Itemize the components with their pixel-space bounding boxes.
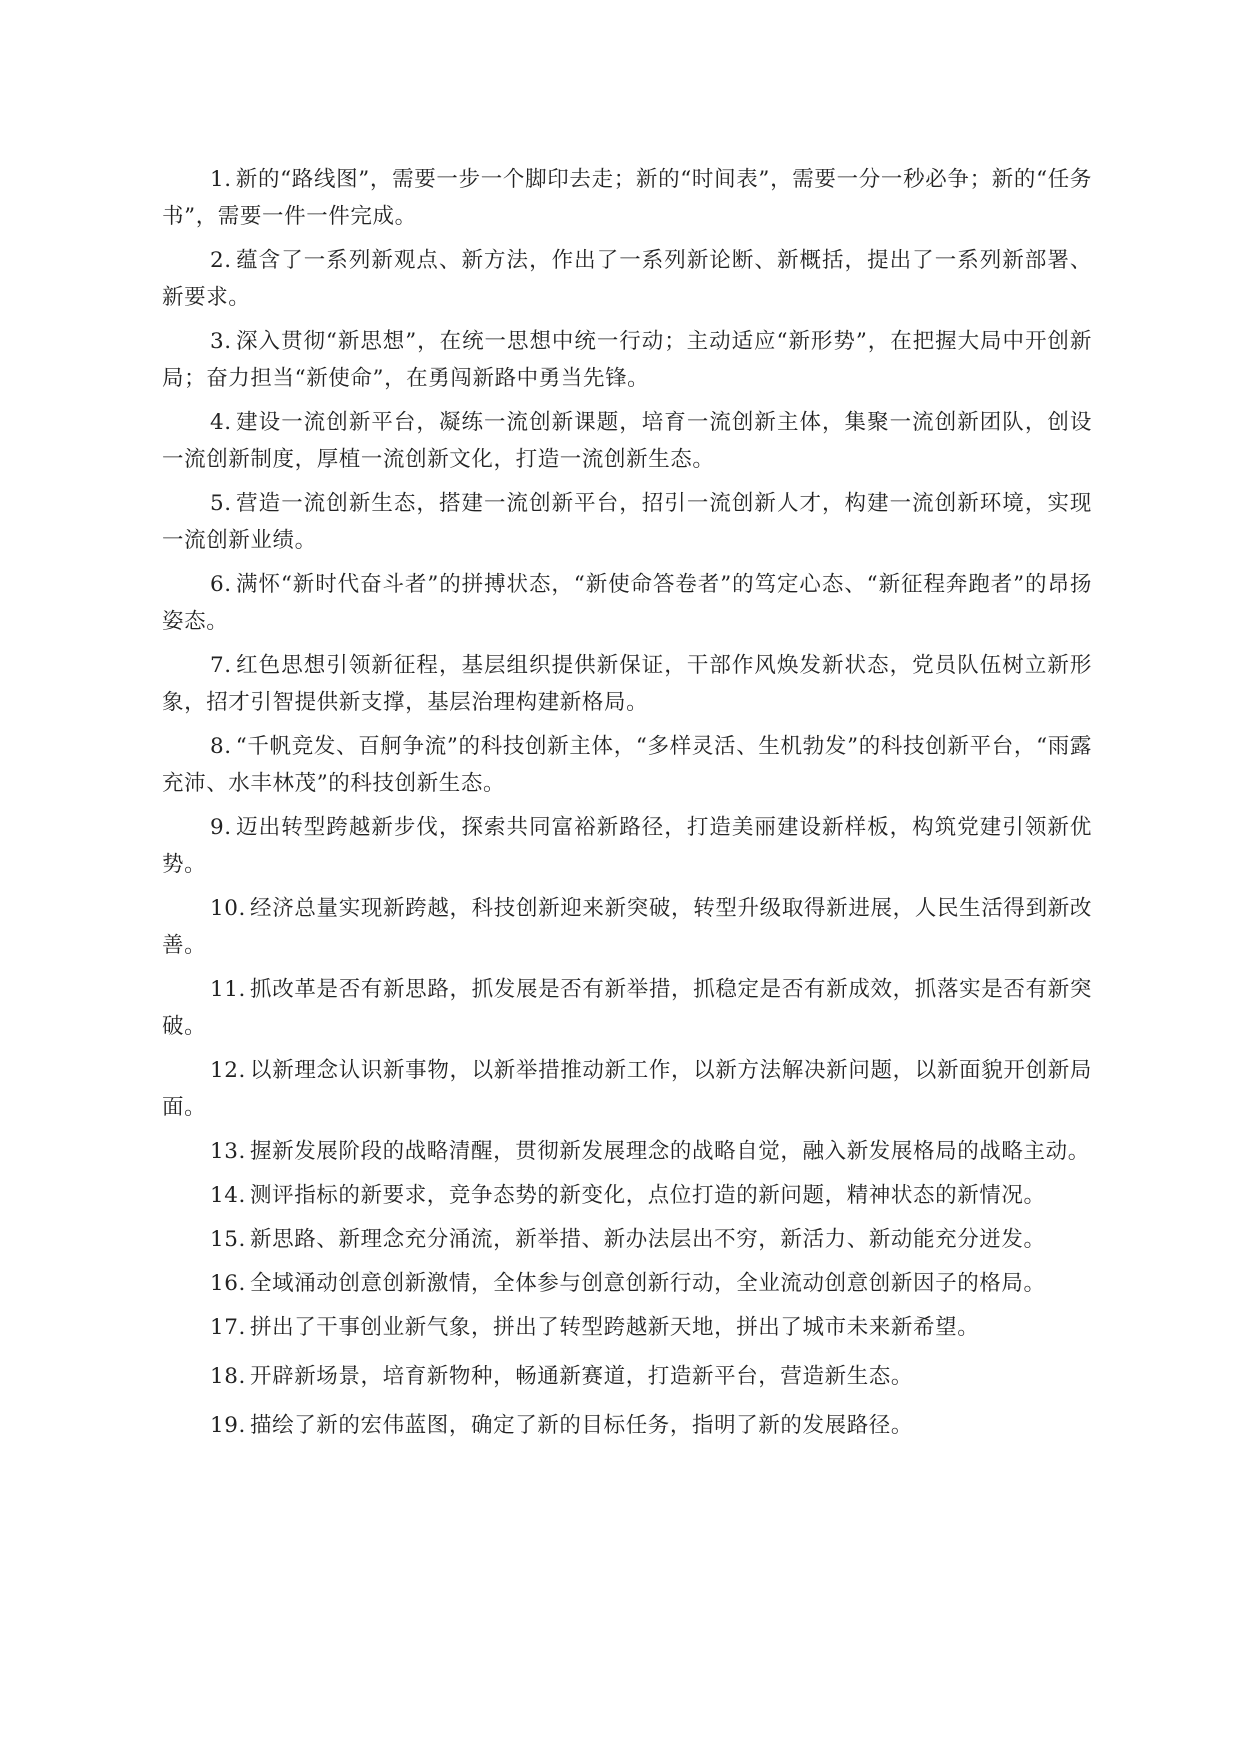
item-number: 11. [210, 977, 246, 1002]
list-item [162, 728, 1092, 802]
list-item [162, 566, 1092, 640]
list-item [162, 323, 1092, 397]
list-item [162, 809, 1092, 883]
item-text: 满怀“新时代奋斗者”的拼搏状态，“新使命答卷者”的笃定心态、“新征程奔跑者”的昂扬姿态。 [162, 572, 1092, 634]
list-item [162, 1133, 1092, 1170]
list-item [162, 242, 1092, 316]
item-number: 16. [210, 1271, 246, 1296]
item-text: 营造一流创新生态，搭建一流创新平台，招引一流创新人才，构建一流创新环境，实现一流创新业绩。 [162, 491, 1092, 553]
item-number: 1. [210, 167, 232, 192]
item-text: 红色思想引领新征程，基层组织提供新保证，干部作风焕发新状态，党员队伍树立新形象，招才引智提供新支撑，基层治理构建新格局。 [162, 653, 1092, 715]
list-item [162, 1407, 1092, 1444]
list-item [162, 161, 1092, 235]
item-number: 8. [210, 734, 232, 759]
item-number: 10. [210, 896, 246, 921]
item-text: 深入贯彻“新思想”，在统一思想中统一行动；主动适应“新形势”，在把握大局中开创新局；奋力担当“新使命”，在勇闯新路中勇当先锋。 [162, 329, 1092, 391]
numbered-list [162, 161, 1092, 1456]
item-number: 7. [210, 653, 232, 678]
item-number: 6. [210, 572, 232, 597]
list-item [162, 485, 1092, 559]
list-item [162, 1265, 1092, 1302]
item-number: 17. [210, 1315, 246, 1340]
item-text: 拼出了干事创业新气象，拼出了转型跨越新天地，拼出了城市未来新希望。 [250, 1315, 980, 1340]
list-item [162, 1358, 1092, 1395]
list-item [162, 647, 1092, 721]
item-number: 14. [210, 1183, 246, 1208]
item-text: 抓改革是否有新思路，抓发展是否有新举措，抓稳定是否有新成效，抓落实是否有新突破。 [162, 977, 1092, 1039]
item-text: 以新理念认识新事物，以新举措推动新工作，以新方法解决新问题，以新面貌开创新局面。 [162, 1058, 1092, 1120]
item-text: 测评指标的新要求，竞争态势的新变化，点位打造的新问题，精神状态的新情况。 [250, 1183, 1046, 1208]
list-item [162, 890, 1092, 964]
item-text: 开辟新场景，培育新物种，畅通新赛道，打造新平台，营造新生态。 [250, 1364, 914, 1389]
item-text: 描绘了新的宏伟蓝图，确定了新的目标任务，指明了新的发展路径。 [250, 1413, 914, 1438]
item-number: 2. [210, 248, 232, 273]
item-number: 9. [210, 815, 232, 840]
item-text: 全域涌动创意创新激情，全体参与创意创新行动，全业流动创意创新因子的格局。 [250, 1271, 1046, 1296]
item-number: 13. [210, 1139, 246, 1164]
item-number: 4. [210, 410, 232, 435]
item-text: 经济总量实现新跨越，科技创新迎来新突破，转型升级取得新进展，人民生活得到新改善。 [162, 896, 1092, 958]
list-item [162, 971, 1092, 1045]
item-text: 建设一流创新平台，凝练一流创新课题，培育一流创新主体，集聚一流创新团队，创设一流创新制度，厚植一流创新文化，打造一流创新生态。 [162, 410, 1092, 472]
item-number: 3. [210, 329, 232, 354]
item-text: “千帆竞发、百舸争流”的科技创新主体，“多样灵活、生机勃发”的科技创新平台，“雨露充沛、水丰林茂”的科技创新生态。 [162, 734, 1092, 796]
list-item [162, 1221, 1092, 1258]
item-number: 15. [210, 1227, 246, 1252]
list-item [162, 404, 1092, 478]
item-number: 12. [210, 1058, 246, 1083]
list-item [162, 1177, 1092, 1214]
item-text: 新思路、新理念充分涌流，新举措、新办法层出不穷，新活力、新动能充分迸发。 [250, 1227, 1046, 1252]
item-text: 握新发展阶段的战略清醒，贯彻新发展理念的战略自觉，融入新发展格局的战略主动。 [250, 1139, 1090, 1164]
item-number: 5. [210, 491, 232, 516]
list-item [162, 1052, 1092, 1126]
item-text: 蕴含了一系列新观点、新方法，作出了一系列新论断、新概括，提出了一系列新部署、新要求。 [162, 248, 1092, 310]
item-text: 迈出转型跨越新步伐，探索共同富裕新路径，打造美丽建设新样板，构筑党建引领新优势。 [162, 815, 1092, 877]
item-number: 18. [210, 1364, 246, 1389]
item-text: 新的“路线图”，需要一步一个脚印去走；新的“时间表”，需要一分一秒必争；新的“任务书”，需要一件一件完成。 [162, 167, 1092, 229]
item-number: 19. [210, 1413, 246, 1438]
list-item [162, 1309, 1092, 1346]
